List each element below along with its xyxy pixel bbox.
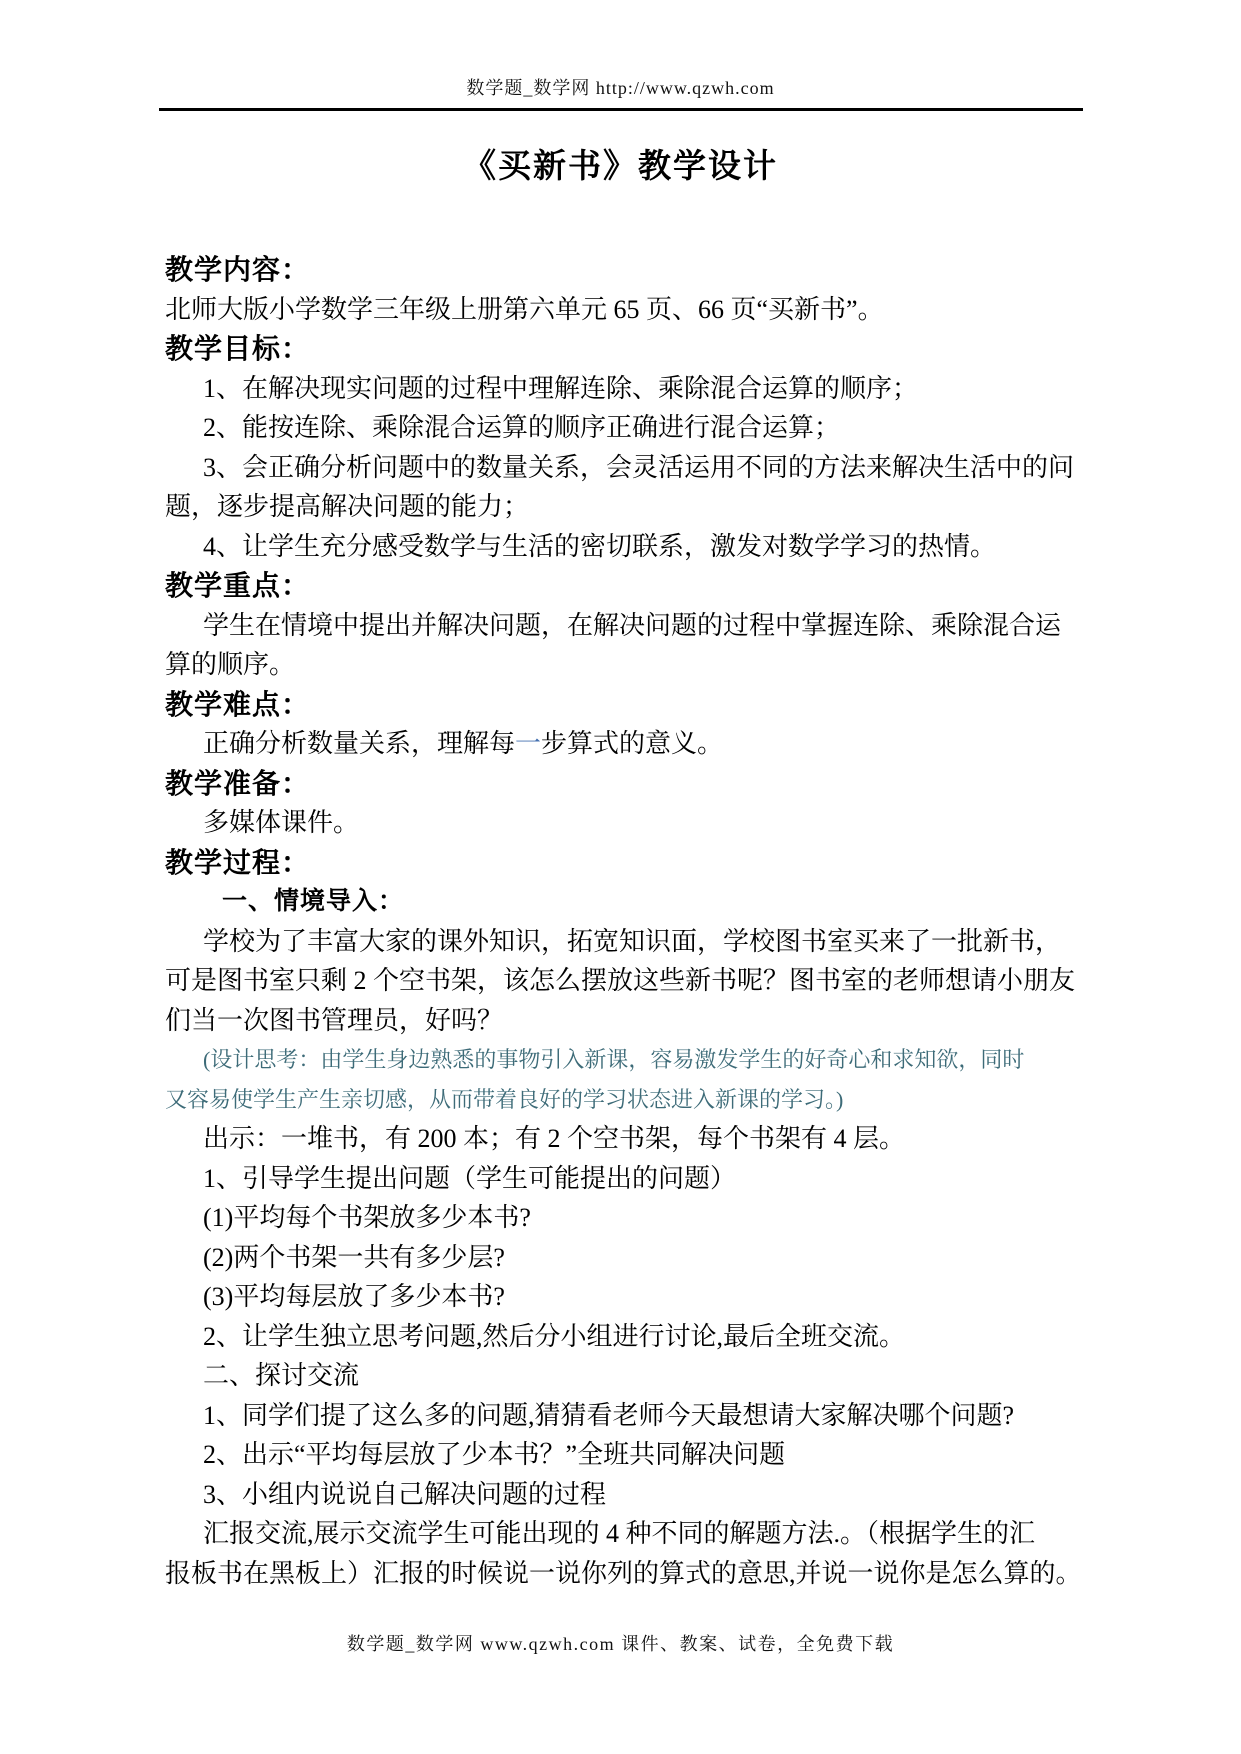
step-item-1: 1、引导学生提出问题（学生可能提出的问题）	[203, 1163, 737, 1193]
document-body	[165, 250, 1095, 1593]
goal-item-1: 1、在解决现实问题的过程中理解连除、乘除混合运算的顺序；	[203, 373, 919, 403]
document-title: 《买新书》教学设计	[463, 149, 778, 185]
discuss-item-1: 1、同学们提了这么多的问题,猜猜看老师今天最想请大家解决哪个问题?	[203, 1400, 1015, 1430]
intro-paragraph-line-3: 们当一次图书管理员，好吗？	[165, 1005, 504, 1035]
header-rule	[159, 108, 1083, 111]
goal-item-3-line-1: 3、会正确分析问题中的数量关系，会灵活运用不同的方法来解决生活中的问	[203, 452, 1075, 482]
design-note-line-1: (设计思考：由学生身边熟悉的事物引入新课，容易激发学生的好奇心和求知欲，同时	[203, 1047, 1025, 1072]
preparation-paragraph: 多媒体课件。	[203, 808, 360, 837]
section-heading-preparation: 教学准备：	[165, 767, 311, 799]
section-heading-difficulty: 教学难点：	[165, 688, 311, 720]
question-item-3: (3)平均每层放了多少本书?	[203, 1282, 505, 1311]
difficulty-paragraph	[165, 724, 1095, 764]
highlighted-blue-char: 一	[515, 729, 542, 758]
goal-item-3-line-2: 题，逐步提高解决问题的能力；	[165, 492, 530, 521]
difficulty-text-post: 步算式的意义。	[541, 729, 724, 758]
show-paragraph: 出示：一堆书，有 200 本；有 2 个空书架，每个书架有 4 层。	[203, 1124, 906, 1153]
design-note-line-2: 又容易使学生产生亲切感，从而带着良好的学习状态进入新课的学习。)	[165, 1086, 844, 1112]
paragraph-content: 北师大版小学数学三年级上册第六单元 65 页、66 页“买新书”。	[165, 294, 884, 324]
page-header: 数学题_数学网 http://www.qzwh.com	[466, 78, 775, 98]
focus-paragraph-line-1: 学生在情境中提出并解决问题，在解决问题的过程中掌握连除、乘除混合运	[203, 610, 1062, 640]
subsection-heading-discuss: 二、探讨交流	[203, 1361, 360, 1390]
page-footer: 数学题_数学网 www.qzwh.com 课件、教案、试卷，全免费下载	[346, 1634, 895, 1654]
discuss-item-2: 2、出示“平均每层放了少本书？”全班共同解决问题	[203, 1440, 786, 1469]
goal-item-4: 4、让学生充分感受数学与生活的密切联系，激发对数学学习的热情。	[203, 531, 997, 561]
question-item-2: (2)两个书架一共有多少层?	[203, 1242, 505, 1272]
goal-item-2: 2、能按连除、乘除混合运算的顺序正确进行混合运算；	[203, 413, 841, 442]
section-heading-process: 教学过程：	[165, 846, 311, 878]
report-paragraph-line-2: 报板书在黑板上）汇报的时候说一说你列的算式的意思,并说一说你是怎么算的。	[165, 1558, 1082, 1588]
question-item-1: (1)平均每个书架放多少本书?	[203, 1203, 531, 1232]
intro-paragraph-line-1: 学校为了丰富大家的课外知识，拓宽知识面，学校图书室买来了一批新书，	[203, 926, 1062, 956]
focus-paragraph-line-2: 算的顺序。	[165, 650, 296, 679]
section-heading-content: 教学内容：	[165, 254, 311, 285]
difficulty-text-pre: 正确分析数量关系，理解每	[203, 729, 516, 758]
subsection-heading-intro: 一、情境导入：	[222, 887, 405, 915]
report-paragraph-line-1: 汇报交流,展示交流学生可能出现的 4 种不同的解题方法.。（根据学生的汇	[203, 1519, 1036, 1548]
section-heading-goals: 教学目标：	[165, 333, 311, 364]
discuss-item-3: 3、小组内说说自己解决问题的过程	[203, 1479, 607, 1509]
section-heading-focus: 教学重点：	[165, 570, 311, 601]
intro-paragraph-line-2: 可是图书室只剩 2 个空书架，该怎么摆放这些新书呢？图书室的老师想请小朋友	[165, 966, 1076, 995]
step-item-2: 2、让学生独立思考问题,然后分小组进行讨论,最后全班交流。	[203, 1321, 906, 1351]
